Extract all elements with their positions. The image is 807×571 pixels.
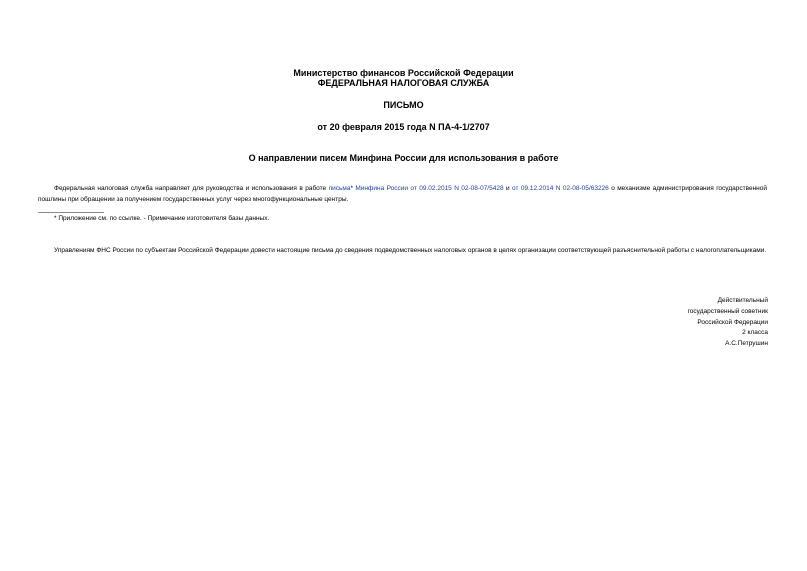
document-subject: О направлении писем Минфина России для использования в работе bbox=[248, 153, 559, 163]
letter-link-02-08-07-5428[interactable]: Минфина России от 09.02.2015 N 02-08-07/5428 bbox=[352, 185, 504, 192]
second-paragraph: Управлениям ФНС России по субъектам Российской Федерации довести настоящие письма до сведения подведомственных налоговых органов в целях организации соответствующей разъяснительной работы с налогоплательщиками. bbox=[54, 247, 767, 254]
signature-title-line4: 2 класса bbox=[742, 329, 768, 336]
paragraph-text: Федеральная налоговая служба направляет для руководства и использования в работе bbox=[54, 185, 329, 192]
letter-link-02-08-05-63226[interactable]: от 09.12.2014 N 02-08-05/63226 bbox=[512, 185, 609, 192]
footnote-marker: * bbox=[350, 185, 353, 192]
footnote-divider bbox=[38, 212, 104, 213]
ministry-title: Министерство финансов Российской Федерации bbox=[293, 68, 514, 78]
footnote: * Приложение см. по ссылке. - Примечание изготовителя базы данных. bbox=[54, 215, 270, 222]
service-title: ФЕДЕРАЛЬНАЯ НАЛОГОВАЯ СЛУЖБА bbox=[317, 78, 490, 88]
document-type: ПИСЬМО bbox=[383, 100, 424, 110]
letters-link[interactable]: письма bbox=[328, 185, 351, 192]
signature-title-line3: Российской Федерации bbox=[697, 319, 768, 326]
signatory-name: А.С.Петрушин bbox=[725, 340, 768, 347]
signature-title-line2: государственный советник bbox=[687, 308, 768, 315]
conjunction-text: и bbox=[503, 185, 513, 192]
paragraph-text-end: о механизме администрирования государственной пошлины при обращении за получением государственных услуг через многофункциональные центры. bbox=[38, 185, 767, 203]
main-paragraph bbox=[38, 183, 767, 205]
signature-title-line1: Действительный bbox=[717, 297, 768, 304]
document-date-number: от 20 февраля 2015 года N ПА-4-1/2707 bbox=[317, 122, 490, 132]
